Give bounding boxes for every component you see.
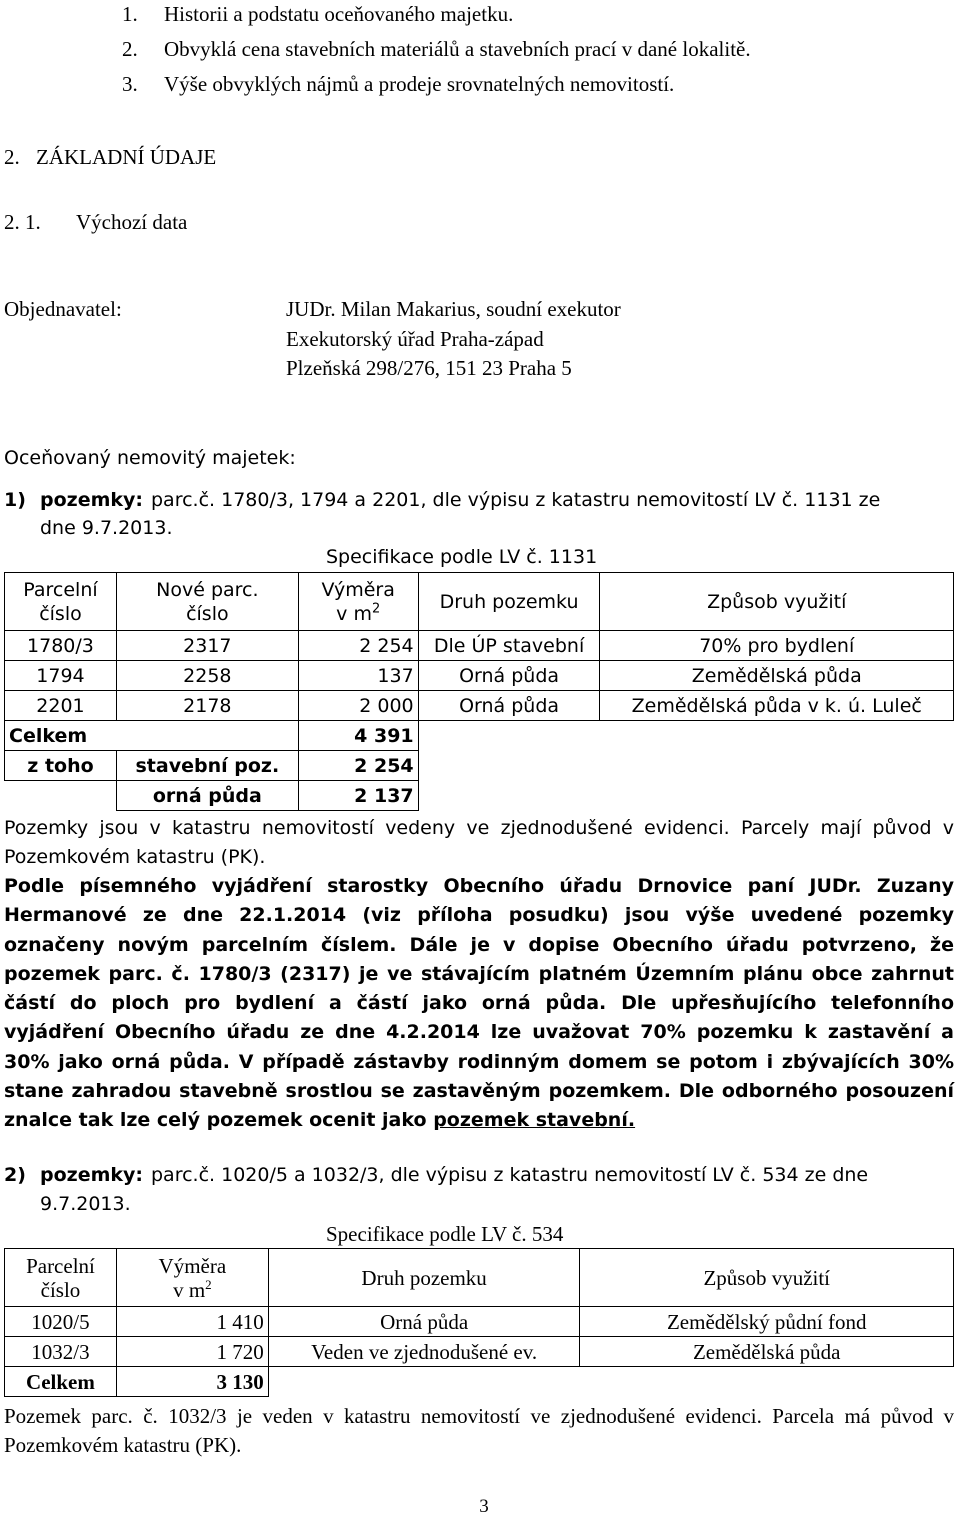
item-label: pozemky: (40, 1164, 144, 1186)
cell-area: 1 720 (116, 1337, 268, 1367)
expert-statement (4, 872, 954, 1136)
cell-new: 2178 (116, 691, 298, 721)
total-value: 3 130 (116, 1367, 268, 1397)
cell-type: Veden ve zjednodušené ev. (268, 1337, 580, 1367)
section-number: 2. (4, 145, 20, 169)
subtotal-label: z toho (5, 751, 117, 781)
table-row (5, 1307, 954, 1337)
cell-type: Orná půda (268, 1307, 580, 1337)
header-cell: Výměra v $m^2$ (298, 573, 418, 631)
item-label: pozemky: (40, 489, 144, 511)
client-label: Objednavatel: (4, 297, 122, 321)
item-number: 1) (4, 489, 26, 511)
subsection-heading: Výchozí data (76, 210, 188, 234)
cell-area: 2 000 (298, 691, 418, 721)
cell-use: Zemědělská půda v k. ú. Luleč (600, 691, 954, 721)
table-subtotal-row (5, 781, 954, 811)
item-text: parc.č. 1020/5 a 1032/3, dle výpisu z katastru nemovitostí LV č. 534 ze dne (151, 1164, 869, 1186)
total-label: Celkem (5, 721, 299, 751)
header-cell: Výměra v $m^2$ (116, 1249, 268, 1307)
expert-statement-text: Podle písemného vyjádření starostky Obecního úřadu Drnovice paní JUDr. Zuzany Hermanové ze dne 22.1.2014 (viz příloha posudku) jsou výše uvedené pozemky označeny novým parcelním číslem. Dále je v dopise Obecního úřadu potvrzeno, že pozemek parc. č. 1780/3 (2317) je ve stávajícím platném Územním plánu obce zahrnut částí do ploch pro bydlení a částí jako orná půda. Dle upřesňujícího telefonního vyjádření Obecního úřadu ze dne 4.2.2014 lze uvažovat 70% pozemku k zastavění a 30% jako orná půda. V případě zástavby rodinným domem se potom i zbývajících 30% stane zahradou stavebně srostlou se zastavěným pozemkem. Dle odborného posouzení znalce tak lze celý pozemek ocenit jako (4, 875, 954, 1132)
list-item: Výše obvyklých nájmů a prodeje srovnatelných nemovitostí. (164, 72, 675, 96)
subtotal-value: 2 137 (298, 781, 418, 811)
subtotal-label: orná půda (116, 781, 298, 811)
header-cell: Nové parc. číslo (116, 573, 298, 631)
note-paragraph: Pozemky jsou v katastru nemovitostí vedeny ve zjednodušené evidenci. Parcely mají původ v Pozemkovém katastru (PK). (4, 817, 954, 868)
subtotal-value: 2 254 (298, 751, 418, 781)
client-line: Plzeňská 298/276, 151 23 Praha 5 (286, 356, 572, 380)
list-number: 2. (122, 37, 138, 61)
table-row (5, 661, 954, 691)
cell-use: Zemědělský půdní fond (580, 1307, 954, 1337)
list-item: Obvyklá cena stavebních materiálů a stavebních prací v dané lokalitě. (164, 37, 751, 61)
table-header-row (5, 573, 954, 631)
page-number: 3 (479, 1496, 489, 1517)
item-number: 2) (4, 1164, 26, 1186)
table-total-row (5, 721, 954, 751)
table-header-row (5, 1249, 954, 1307)
cell-new: 2317 (116, 631, 298, 661)
cell-use: 70% pro bydlení (600, 631, 954, 661)
property-heading: Oceňovaný nemovitý majetek: (4, 447, 296, 469)
table-title: Specifikace podle LV č. 534 (326, 1222, 564, 1246)
cell-parcel: 1794 (5, 661, 117, 691)
list-number: 3. (122, 72, 138, 96)
cell-new: 2258 (116, 661, 298, 691)
table-row (5, 1337, 954, 1367)
cell-type: Orná půda (418, 691, 600, 721)
table-total-row (5, 1367, 954, 1397)
header-cell: Způsob využití (580, 1249, 954, 1307)
subtotal-label: stavební poz. (116, 751, 298, 781)
cell-parcel: 1020/5 (5, 1307, 117, 1337)
total-value: 4 391 (298, 721, 418, 751)
list-number: 1. (122, 2, 138, 26)
cell-parcel: 2201 (5, 691, 117, 721)
header-cell: Parcelní číslo (5, 573, 117, 631)
spec-table-lv1131 (4, 572, 954, 811)
header-cell: Způsob využití (600, 573, 954, 631)
spec-table-lv534 (4, 1248, 954, 1397)
empty-cell (418, 721, 953, 751)
cell-use: Zemědělská půda (600, 661, 954, 691)
empty-cell (418, 751, 953, 781)
cell-type: Orná půda (418, 661, 600, 691)
table-row (5, 691, 954, 721)
expert-conclusion: pozemek stavební. (433, 1109, 636, 1132)
table-subtotal-row (5, 751, 954, 781)
cell-type: Dle ÚP stavební (418, 631, 600, 661)
cell-area: 2 254 (298, 631, 418, 661)
table-row (5, 631, 954, 661)
cell-area: 137 (298, 661, 418, 691)
header-cell: Parcelní číslo (5, 1249, 117, 1307)
item-text: dne 9.7.2013. (40, 517, 173, 539)
client-line: Exekutorský úřad Praha-západ (286, 327, 544, 351)
subsection-number: 2. 1. (4, 210, 41, 234)
client-line: JUDr. Milan Makarius, soudní exekutor (286, 297, 621, 321)
cell-area: 1 410 (116, 1307, 268, 1337)
cell-parcel: 1032/3 (5, 1337, 117, 1367)
header-cell: Druh pozemku (268, 1249, 580, 1307)
empty-cell (418, 781, 953, 811)
cell-use: Zemědělská půda (580, 1337, 954, 1367)
table-title: Specifikace podle LV č. 1131 (326, 546, 598, 568)
header-cell: Druh pozemku (418, 573, 600, 631)
cell-parcel: 1780/3 (5, 631, 117, 661)
empty-cell (5, 781, 117, 811)
item-text: parc.č. 1780/3, 1794 a 2201, dle výpisu z katastru nemovitostí LV č. 1131 ze (151, 489, 881, 511)
section-heading: ZÁKLADNÍ ÚDAJE (36, 145, 217, 169)
list-item: Historii a podstatu oceňovaného majetku. (164, 2, 514, 26)
note-paragraph: Pozemek parc. č. 1032/3 je veden v katastru nemovitostí ve zjednodušené evidenci. Parcela má původ v Pozemkovém katastru (PK). (4, 1404, 954, 1457)
item-text: 9.7.2013. (40, 1193, 131, 1215)
empty-cell (268, 1367, 953, 1397)
total-label: Celkem (5, 1367, 117, 1397)
